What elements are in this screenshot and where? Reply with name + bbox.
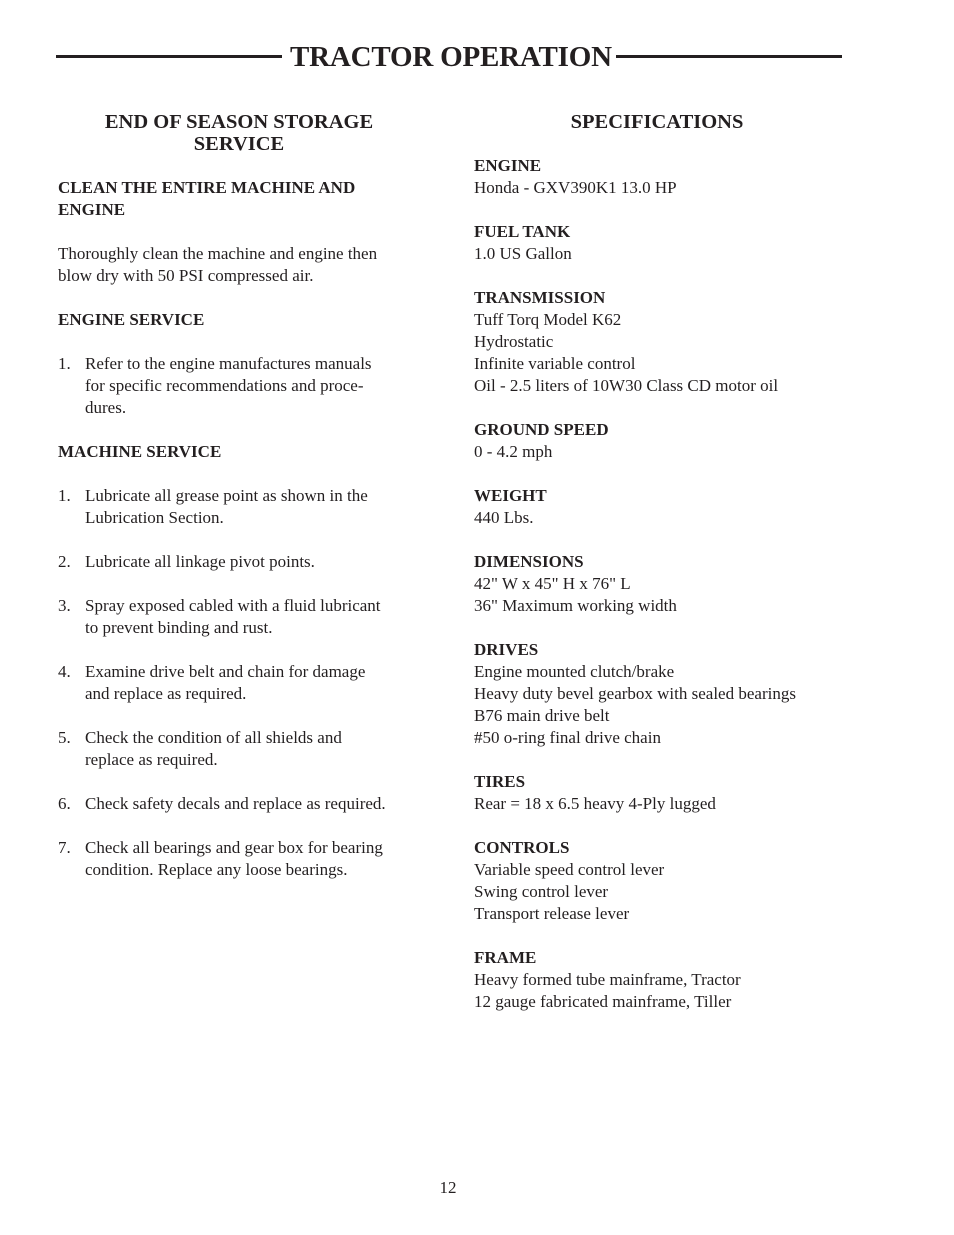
spec-groups [474, 155, 894, 1013]
spec-group [474, 485, 894, 529]
specifications-column [474, 111, 894, 1035]
spec-group [474, 837, 894, 925]
spec-value: Hydrostatic [474, 332, 554, 351]
storage-heading [58, 111, 420, 155]
spec-value: Engine mounted clutch/brake [474, 662, 675, 681]
spec-value: Swing control lever [474, 882, 609, 901]
spec-value: Oil - 2.5 liters of 10W30 Class CD motor oil [474, 376, 779, 395]
spec-value: 440 Lbs. [474, 508, 534, 527]
storage-column [58, 111, 428, 903]
spec-group [474, 419, 894, 463]
list-item-number: 6. [58, 794, 71, 813]
spec-label: DIMENSIONS [474, 552, 584, 571]
list-item [58, 661, 428, 705]
header-rule-left [56, 55, 282, 58]
spec-label: CONTROLS [474, 838, 570, 857]
spec-label: WEIGHT [474, 486, 547, 505]
storage-heading-line: SERVICE [193, 133, 285, 155]
list-item-text: Check safety decals and replace as required. [85, 794, 386, 813]
list-item-text: condition. Replace any loose bearings. [85, 860, 348, 879]
spec-value: B76 main drive belt [474, 706, 610, 725]
spec-group [474, 155, 894, 199]
spec-value: 1.0 US Gallon [474, 244, 572, 263]
list-item-text: and replace as required. [85, 684, 247, 703]
clean-text [58, 243, 428, 287]
machine-service-heading: MACHINE SERVICE [58, 442, 222, 461]
list-item-text: to prevent binding and rust. [85, 618, 273, 637]
spec-value: Honda - GXV390K1 13.0 HP [474, 178, 677, 197]
page-title: TRACTOR OPERATION [290, 41, 612, 73]
list-item [58, 353, 428, 419]
list-item-text: for specific recommendations and proce- [85, 376, 364, 395]
list-item-text: Spray exposed cabled with a fluid lubricant [85, 596, 381, 615]
spec-value: Infinite variable control [474, 354, 636, 373]
list-item-text: Refer to the engine manufactures manuals [85, 354, 372, 373]
list-item-text: Lubrication Section. [85, 508, 224, 527]
list-item-number: 3. [58, 596, 71, 615]
spec-group [474, 551, 894, 617]
spec-label: TIRES [474, 772, 526, 791]
list-item [58, 485, 428, 529]
spec-group [474, 947, 894, 1013]
header-rule-right [616, 55, 842, 58]
spec-label: DRIVES [474, 640, 539, 659]
spec-value: Tuff Torq Model K62 [474, 310, 622, 329]
spec-group [474, 221, 894, 265]
list-item-text: Lubricate all linkage pivot points. [85, 552, 315, 571]
list-item-number: 2. [58, 552, 71, 571]
list-item-number: 1. [58, 354, 71, 373]
specifications-heading: SPECIFICATIONS [570, 111, 744, 133]
spec-value: #50 o-ring final drive chain [474, 728, 661, 747]
engine-service-heading: ENGINE SERVICE [58, 310, 205, 329]
list-item-text: dures. [85, 398, 127, 417]
spec-label: FUEL TANK [474, 222, 571, 241]
spec-value: Rear = 18 x 6.5 heavy 4-Ply lugged [474, 794, 716, 813]
list-item [58, 837, 428, 881]
spec-value: Transport release lever [474, 904, 630, 923]
clean-heading-line: CLEAN THE ENTIRE MACHINE AND [58, 178, 356, 197]
list-item-text: Examine drive belt and chain for damage [85, 662, 366, 681]
spec-label: TRANSMISSION [474, 288, 606, 307]
spec-value: Heavy formed tube mainframe, Tractor [474, 970, 741, 989]
spec-label: ENGINE [474, 156, 542, 175]
list-item-number: 4. [58, 662, 71, 681]
spec-label: FRAME [474, 948, 537, 967]
spec-label: GROUND SPEED [474, 420, 609, 439]
spec-group [474, 287, 894, 397]
spec-group [474, 639, 894, 749]
machine-service-list [58, 485, 428, 881]
clean-text-line: blow dry with 50 PSI compressed air. [58, 266, 314, 285]
clean-heading [58, 177, 428, 221]
page-header [56, 38, 842, 78]
spec-value: 42" W x 45" H x 76" L [474, 574, 631, 593]
spec-value: 12 gauge fabricated mainframe, Tiller [474, 992, 732, 1011]
spec-value: 36" Maximum working width [474, 596, 677, 615]
list-item-text: Check the condition of all shields and [85, 728, 342, 747]
spec-group [474, 771, 894, 815]
clean-text-line: Thoroughly clean the machine and engine then [58, 244, 378, 263]
list-item-number: 7. [58, 838, 71, 857]
clean-heading-line: ENGINE [58, 200, 126, 219]
storage-heading-line: END OF SEASON STORAGE [104, 111, 374, 133]
list-item [58, 727, 428, 771]
spec-value: Variable speed control lever [474, 860, 665, 879]
list-item-number: 5. [58, 728, 71, 747]
spec-value: Heavy duty bevel gearbox with sealed bearings [474, 684, 796, 703]
list-item [58, 551, 428, 573]
list-item-text: Lubricate all grease point as shown in the [85, 486, 368, 505]
list-item-text: replace as required. [85, 750, 218, 769]
list-item-number: 1. [58, 486, 71, 505]
page-number: 12 [439, 1178, 457, 1197]
spec-value: 0 - 4.2 mph [474, 442, 553, 461]
list-item [58, 793, 428, 815]
list-item-text: Check all bearings and gear box for bearing [85, 838, 383, 857]
engine-service-list [58, 353, 428, 419]
list-item [58, 595, 428, 639]
